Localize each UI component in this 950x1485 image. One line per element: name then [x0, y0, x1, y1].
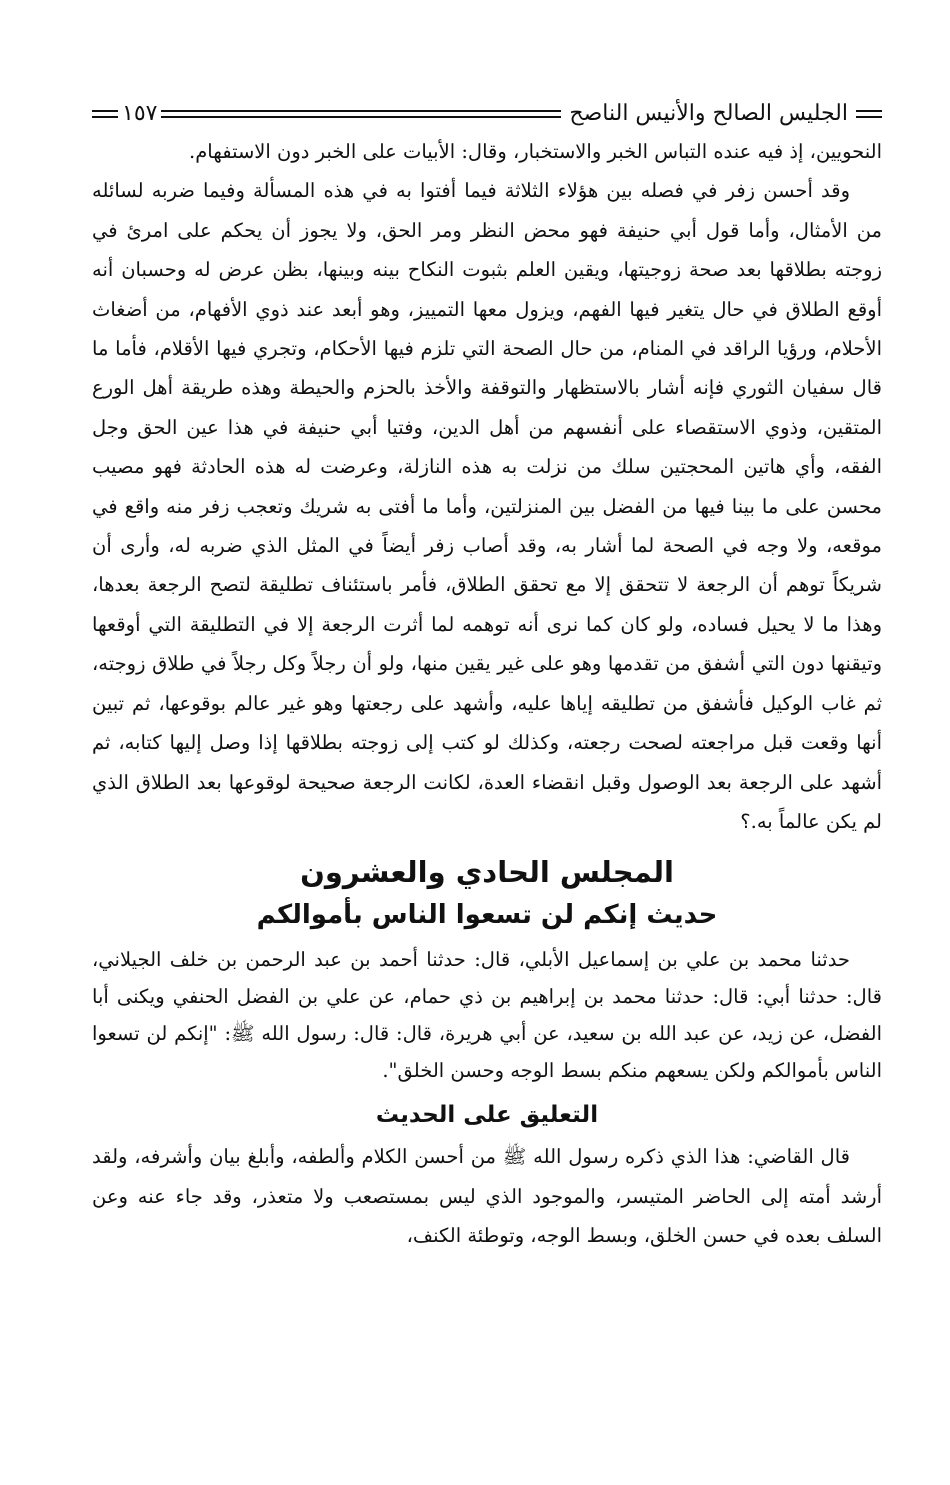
header-rule — [161, 110, 561, 118]
hadith-title: حديث إنكم لن تسعوا الناس بأموالكم — [256, 900, 718, 931]
header-dash-end — [92, 110, 118, 118]
book-page — [92, 96, 882, 1256]
commentary-title: التعليق على الحديث — [375, 1102, 599, 1129]
header-dash — [856, 110, 882, 118]
header-book-title: الجليس الصالح والأنيس الناصح — [569, 101, 848, 126]
paragraph-continuation: النحويين، إذ فيه عنده التباس الخبر والاستخبار، وقال: الأبيات على الخبر دون الاستفهام. — [189, 140, 882, 163]
commentary-text: قال القاضي: هذا الذي ذكره رسول الله ﷺ من أحسن الكلام وألطفه، وأبلغ بيان وأشرفه، ولقد أرشد أمته إلى الحاضر المتيسر، والموجود الذي ليس بمستصعب ولا متعذر، وقد جاء عنه وعن السلف بعده في حسن الخلق، وبسط الوجه، وتوطئة الكنف، — [92, 1145, 882, 1248]
paragraph-discussion: وقد أحسن زفر في فصله بين هؤلاء الثلاثة فيما أفتوا به في هذه المسألة وفيما ضربه لسائله من الأمثال، وأما قول أبي حنيفة فهو محض النظر ومر الحق، ولا يجوز أن يحكم على امرئ في زوجته بطلاقها بعد صحة زوجيتها، ويقين العلم بثبوت النكاح بينه وبينها، بظن عرض له وحسبان أنه أوقع الطلاق في حال يتغير فيها الفهم، ويزول معها التمييز، وهو أبعد عند ذوي الأفهام، من أضغاث الأحلام، ورؤيا الراقد في المنام، من حال الصحة التي تلزم فيها الأحكام، وتجري فيها الأقلام، فأما ما قال سفيان الثوري فإنه أشار بالاستظهار والتوقفة والأخذ بالحزم والحيطة وهذه طريقة أهل الورع المتقين، وذوي الاستقصاء على أنفسهم من أهل الدين، وفتيا أبي حنيفة في هذا عين الحق وجل الفقه، وأي هاتين المحجتين سلك من نزلت به هذه النازلة، وعرضت له هذه الحادثة فهو مصيب محسن على ما بينا فيها من الفضل بين المنزلتين، وأما ما أفتى به شريك وتعجب زفر منه واقع في موقعه، ولا وجه في الصحة لما أشار به، وقد أصاب زفر أيضاً في المثل الذي ضربه له، وأرى أن شريكاً توهم أن الرجعة لا تتحقق إلا مع تحقق الطلاق، فأمر باستئناف تطليقة لتصح الرجعة بعدها، وهذا ما لا يحيل فساده، ولو كان كما نرى أنه توهمه لما أثرت الرجعة إلا في التطليقة التي أوقعها وتيقنها دون التي أشفق من تقدمها وهو على غير يقين منها، ولو أن رجلاً وكل رجلاً في طلاق زوجته، ثم غاب الوكيل فأشفق من تطليقه إياها عليه، وأشهد على رجعتها وهو غير عالم بوقوعها، ثم تبين أنها وقعت قبل مراجعته لصحت رجعته، وكذلك لو كتب إلى زوجته بطلاقها إذا وصل إليها كتابه، ثم أشهد على الرجعة بعد الوصول وقبل انقضاء العدة، لكانت الرجعة صحيحة لوقوعها بعد الطلاق الذي لم يكن عالماً به.؟ — [92, 179, 882, 833]
page-number: ١٥٧ — [122, 101, 158, 126]
hadith-text: حدثنا محمد بن علي بن إسماعيل الأبلي، قال: حدثنا أحمد بن عبد الرحمن بن خلف الجيلاني، قال: حدثنا أبي: قال: حدثنا محمد بن إبراهيم بن ذي حمام، عن علي بن الفضل الحنفي ويكنى أبا الفضل، عن زيد، عن عبد الله بن سعيد، عن أبي هريرة، قال: قال: رسول الله ﷺ: "إنكم لن تسعوا الناس بأموالكم ولكن يسعهم منكم بسط الوجه وحسن الخلق". — [92, 948, 882, 1083]
running-header — [92, 96, 882, 132]
section-title: المجلس الحادي والعشرون — [300, 855, 674, 890]
